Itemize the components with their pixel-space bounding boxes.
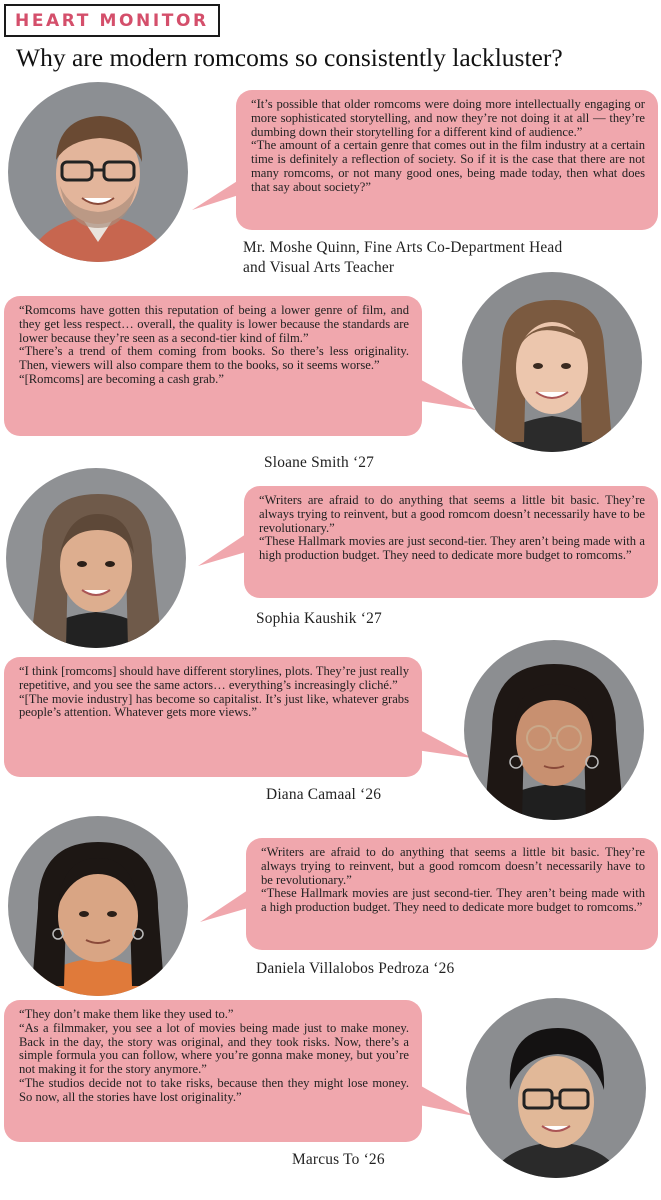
quote-text: “The amount of a certain genre that comes out in the film industry at a certain time is definitely a reflection of society. So if it is the case that there are not many romcoms, or not many good ones, being made today, then what does that say about society?” [251, 138, 645, 194]
avatar [464, 640, 644, 820]
quote-bubble [4, 1000, 422, 1142]
avatar [462, 272, 642, 452]
quote-bubble [246, 838, 658, 950]
speaker-credit: Sophia Kaushik ‘27 [256, 610, 382, 627]
speaker-credit: Marcus To ‘26 [292, 1151, 385, 1168]
speech-bubble-tail [414, 1082, 474, 1118]
quote-text: “There’s a trend of them coming from books. So there’s less originality. Then, viewers will also compare them to the books, so it seems worse.” [19, 344, 409, 373]
quote-text: “They don’t make them like they used to.” [19, 1007, 234, 1021]
quote-bubble [236, 90, 658, 230]
avatar [8, 82, 188, 262]
avatar [466, 998, 646, 1178]
speech-bubble-tail [198, 534, 246, 568]
quote-bubble [4, 296, 422, 436]
quote-text: “These Hallmark movies are just second-tier. They aren’t being made with a high production budget. They need to dedicate more budget to romcoms.” [259, 534, 645, 563]
avatar [6, 468, 186, 648]
speech-bubble-tail [192, 178, 242, 212]
quote-text: “Writers are afraid to do anything that seems a little bit basic. They’re always trying to reinvent, but a good romcom doesn’t necessarily have to be revolutionary.” [261, 845, 645, 887]
quote-text: “These Hallmark movies are just second-tier. They aren’t being made with a high production budget. They need to dedicate more budget to romcoms.” [261, 886, 645, 915]
quote-text: “Romcoms have gotten this reputation of being a lower genre of film, and they get less respect… overall, the quality is lower because the standards are lower because they’re seen as a second-tier kind of film.” [19, 303, 409, 345]
quote-text: “[The movie industry] has become so capitalist. It’s just like, whatever grabs people’s attention. Whatever gets more views.” [19, 691, 409, 720]
quote-bubble [4, 657, 422, 777]
speaker-credit: Daniela Villalobos Pedroza ‘26 [256, 960, 455, 977]
speaker-credit: Diana Camaal ‘26 [266, 786, 382, 803]
quote-text: “[Romcoms] are becoming a cash grab.” [19, 371, 224, 386]
speech-bubble-tail [200, 890, 248, 924]
brand-label: HEART MONITOR [15, 11, 209, 31]
brand-logo [4, 4, 220, 37]
speaker-credit: Sloane Smith ‘27 [264, 454, 375, 471]
quote-text: “Writers are afraid to do anything that seems a little bit basic. They’re always trying to reinvent, but a good romcom doesn’t necessarily have to be revolutionary.” [259, 493, 645, 535]
quote-text: “The studios decide not to take risks, because then they might lose money. So now, all the stories have lost originality.” [19, 1075, 409, 1104]
avatar [8, 816, 188, 996]
speaker-credit: Mr. Moshe Quinn, Fine Arts Co-Department Head and Visual Arts Teacher [243, 239, 563, 276]
quote-text: “As a filmmaker, you see a lot of movies being made just to make money. Back in the day, the story was original, and they took risks. Now, there’s a simple formula you can follow, where you’re gonna make money, but you’re not making it for the story anymore.” [19, 1020, 409, 1077]
quote-text: “I think [romcoms] should have different storylines, plots. They’re just really repetitive, and you see the same actors… everything’s increasingly cliché.” [19, 664, 409, 692]
quote-text: “It’s possible that older romcoms were doing more intellectually engaging or more sophisticated storytelling, and now they’re not doing it at all — they’re dumbing down their storytelling for a different kind of audience.” [251, 97, 645, 139]
quote-bubble [244, 486, 658, 598]
page-title: Why are modern romcoms so consistently lackluster? [16, 43, 563, 72]
